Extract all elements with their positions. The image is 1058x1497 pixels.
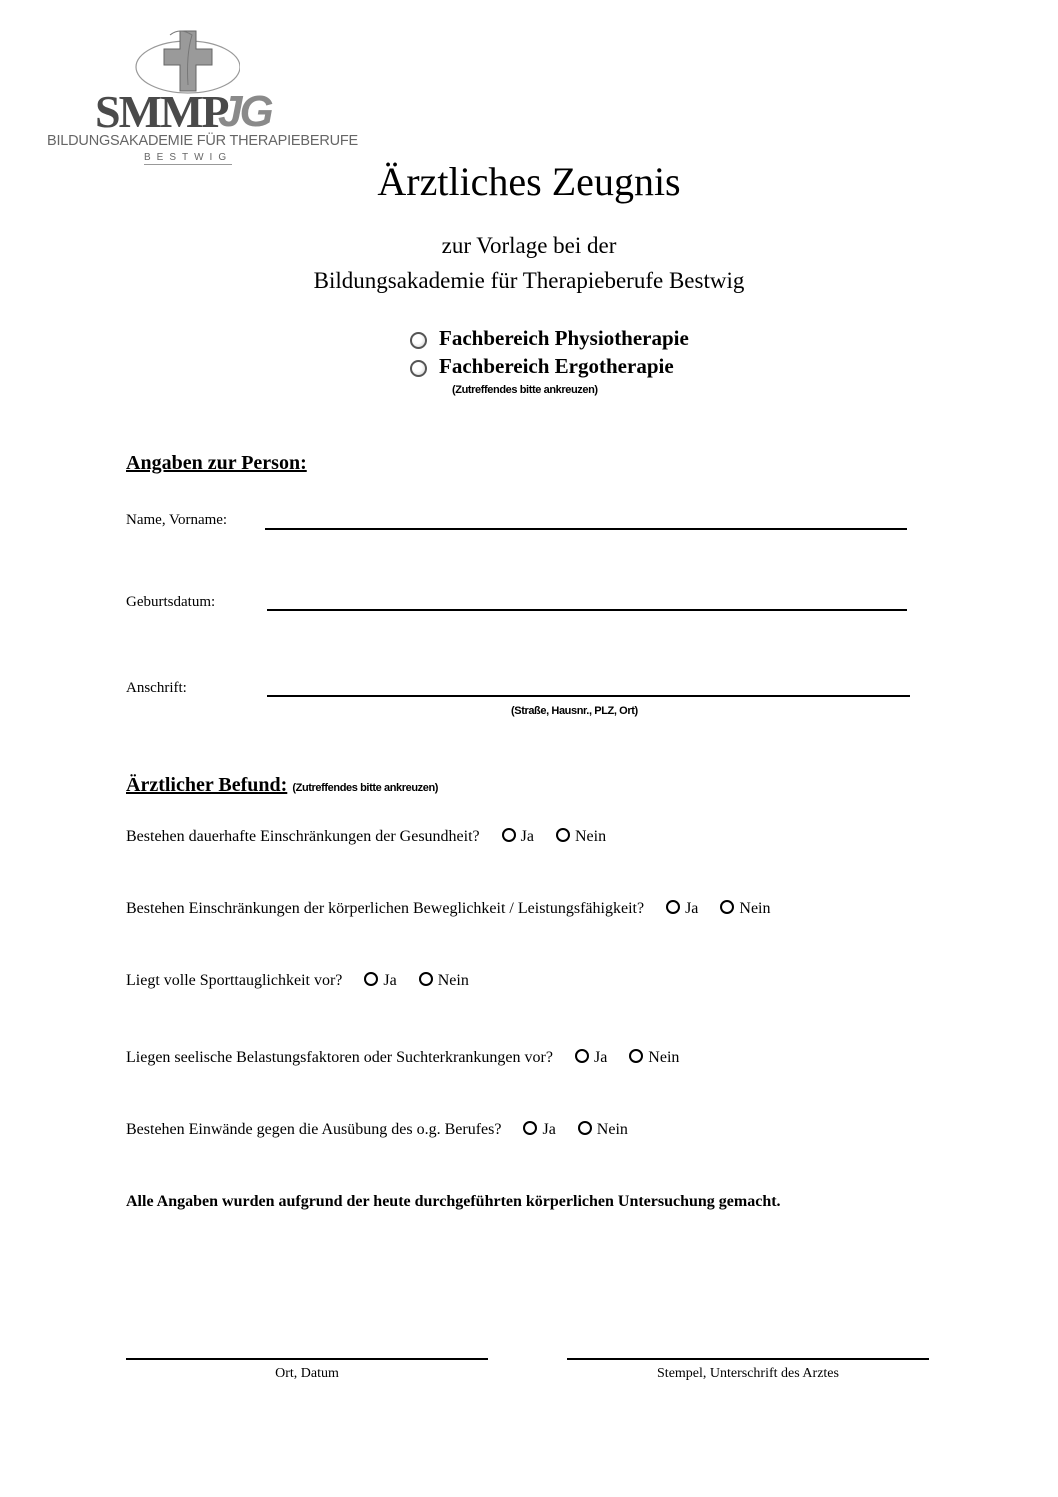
radio-icon[interactable] (410, 332, 427, 349)
subtitle-line-2: Bildungsakademie für Therapieberufe Bestwig (313, 268, 745, 293)
question-row (126, 972, 469, 990)
department-option-label: Fachbereich Physiotherapie (439, 326, 689, 350)
logo (40, 25, 358, 165)
logo-brand-suffix: JG (218, 87, 271, 136)
question-row (126, 900, 771, 918)
place-date-label: Ort, Datum (275, 1366, 339, 1381)
question-row (126, 828, 606, 846)
question-text: Bestehen Einwände gegen die Ausübung des o.g. Berufes? (126, 1121, 502, 1138)
radio-icon[interactable] (364, 972, 378, 986)
address-field[interactable] (267, 695, 910, 697)
radio-icon[interactable] (556, 828, 570, 842)
department-note: (Zutreffendes bitte ankreuzen) (452, 384, 598, 396)
logo-brand: SMMP (95, 86, 228, 137)
question-row (126, 1121, 628, 1139)
question-row (126, 1049, 679, 1067)
signature-label: Stempel, Unterschrift des Arztes (657, 1366, 839, 1381)
question-text: Liegt volle Sporttauglichkeit vor? (126, 972, 343, 989)
department-option-label: Fachbereich Ergotherapie (439, 354, 674, 378)
radio-icon[interactable] (523, 1121, 537, 1135)
name-field[interactable] (265, 528, 907, 530)
place-date-field[interactable] (126, 1358, 488, 1360)
answer-no[interactable]: Nein (419, 972, 469, 990)
answer-no[interactable]: Nein (720, 900, 770, 918)
page-title: Ärztliches Zeugnis (377, 159, 681, 204)
answer-yes[interactable]: Ja (502, 828, 534, 846)
logo-location: BESTWIG (144, 152, 233, 163)
answer-no[interactable]: Nein (629, 1049, 679, 1067)
name-label: Name, Vorname: (126, 512, 228, 528)
birthdate-label: Geburtsdatum: (126, 594, 216, 610)
answer-yes[interactable]: Ja (575, 1049, 607, 1067)
signature-field[interactable] (567, 1358, 929, 1360)
question-text: Bestehen Einschränkungen der körperlichen Beweglichkeit / Leistungsfähigkeit? (126, 900, 645, 917)
birthdate-field[interactable] (267, 609, 907, 611)
address-label: Anschrift: (126, 680, 187, 696)
examination-statement: Alle Angaben wurden aufgrund der heute durchgeführten körperlichen Untersuchung gemacht. (126, 1193, 781, 1210)
radio-icon[interactable] (410, 360, 427, 377)
answer-yes[interactable]: Ja (523, 1121, 555, 1139)
address-hint: (Straße, Hausnr., PLZ, Ort) (511, 705, 638, 717)
radio-icon[interactable] (720, 900, 734, 914)
radio-icon[interactable] (419, 972, 433, 986)
findings-heading: Ärztlicher Befund: (126, 774, 288, 796)
subtitle-line-1: zur Vorlage bei der (441, 233, 617, 258)
question-text: Bestehen dauerhafte Einschränkungen der Gesundheit? (126, 828, 480, 845)
answer-no[interactable]: Nein (578, 1121, 628, 1139)
department-option-physiotherapie[interactable] (410, 326, 689, 351)
radio-icon[interactable] (578, 1121, 592, 1135)
answer-no[interactable]: Nein (556, 828, 606, 846)
department-option-ergotherapie[interactable] (410, 354, 674, 379)
findings-header (126, 774, 438, 797)
question-text: Liegen seelische Belastungsfaktoren oder Suchterkrankungen vor? (126, 1049, 553, 1066)
radio-icon[interactable] (666, 900, 680, 914)
logo-org-line: BILDUNGSAKADEMIE FÜR THERAPIEBERUFE (47, 133, 358, 149)
radio-icon[interactable] (575, 1049, 589, 1063)
person-heading: Angaben zur Person: (126, 452, 307, 474)
answer-yes[interactable]: Ja (364, 972, 396, 990)
findings-note: (Zutreffendes bitte ankreuzen) (292, 782, 439, 794)
radio-icon[interactable] (629, 1049, 643, 1063)
radio-icon[interactable] (502, 828, 516, 842)
answer-yes[interactable]: Ja (666, 900, 698, 918)
